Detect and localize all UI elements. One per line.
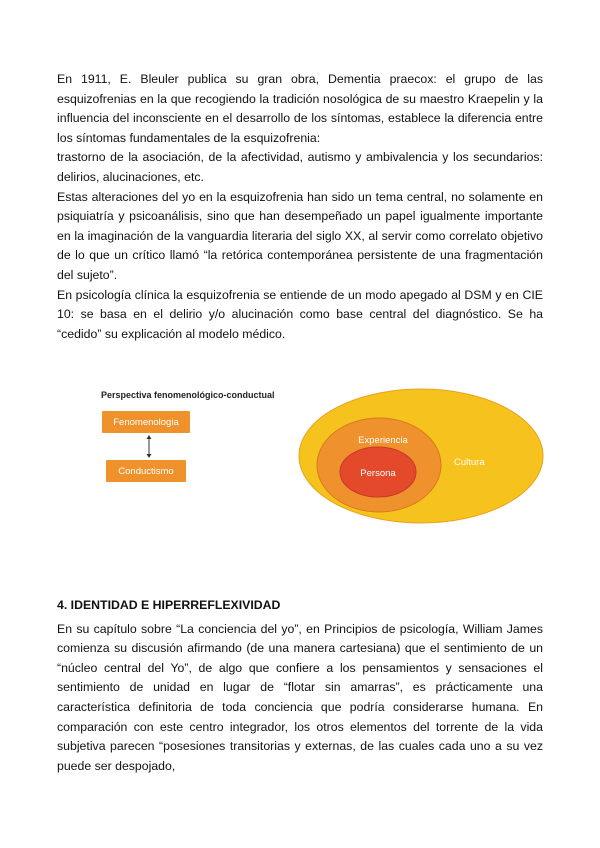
section-paragraph: En su capítulo sobre “La conciencia del yo”, en Principios de psicología, William James comienza su discusión afirmando (de una manera cartesiana) que el sentimiento de un “núcleo central del Yo”, de algo que confiere a los pensamientos y sensaciones el sentimiento de unidad en lugar de “flotar sin amarras”, es prácticamente una característica definitoria de toda conciencia que podría considerarse humana. En comparación con este centro integrador, los otros elementos del torrente de la vida subjetiva parecen “posesiones transitorias y externas, de las cuales cada uno a su vez puede ser despojado, xyxy=(57,621,543,773)
body-text xyxy=(57,70,543,344)
paragraph-4: En psicología clínica la esquizofrenia se entiende de un modo apegado al DSM y en CIE 10: se basa en el delirio y/o alucinación como base central del diagnóstico. Se ha “cedido” su explicación al modelo médico. xyxy=(57,287,543,341)
nested-circles-diagram xyxy=(296,386,546,526)
fenomenologia-box: Fenomenologia xyxy=(102,411,190,433)
figure-title: Perspectiva fenomenológico-conductual xyxy=(101,390,275,400)
paragraph-2: trastorno de la asociación, de la afectividad, autismo y ambivalencia y los secundarios: delirios, alucinaciones, etc. xyxy=(57,150,543,184)
section-identidad xyxy=(57,596,543,776)
conductismo-box: Conductismo xyxy=(106,460,186,482)
figure xyxy=(0,386,600,526)
double-arrow-icon xyxy=(146,435,152,458)
section-heading: 4. IDENTIDAD E HIPERREFLEXIVIDAD xyxy=(57,598,281,612)
paragraph-1: En 1911, E. Bleuler publica su gran obra, Dementia praecox: el grupo de las esquizofrenias en la que recogiendo la tradición nosológica de su maestro Kraepelin y la influencia del inconsciente en el desarrollo de los síntomas, establece la diferencia entre los síntomas fundamentales de la esquizofrenia: xyxy=(57,72,543,145)
persona-label: Persona xyxy=(360,468,396,479)
experiencia-label: Experiencia xyxy=(358,435,408,446)
cultura-label: Cultura xyxy=(454,457,485,468)
paragraph-3: Estas alteraciones del yo en la esquizofrenia han sido un tema central, no solamente en psiquiatría y psicoanálisis, sino que han desempeñado un papel igualmente importante en la imaginación de la vanguardia literaria del siglo XX, al servir como correlato objetivo de lo que un crítico llamó “la retórica contemporánea persistente de una fragmentación del sujeto”. xyxy=(57,189,543,282)
